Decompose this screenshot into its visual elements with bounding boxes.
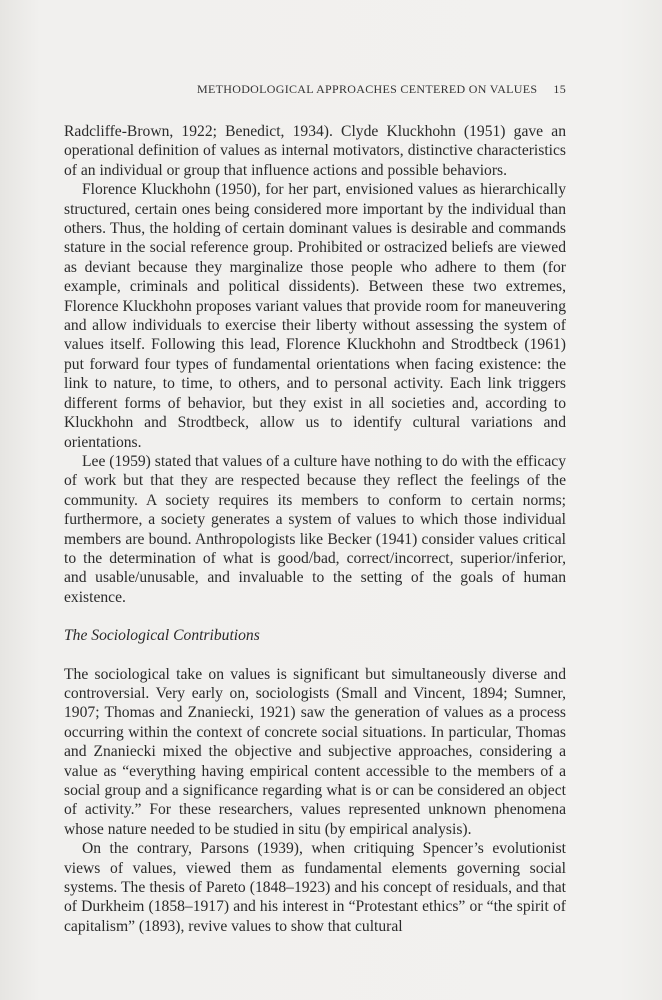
page-number: 15 (553, 82, 566, 96)
paragraph: The sociological take on values is significant but simultaneously diverse and controversial. Very early on, sociologists (Small and Vincent, 1894; Sumner, 1907; Thomas and Znaniecki, 1921) saw the generation of values as a process occurring within the context of concrete social situations. In particular, Thomas and Znaniecki mixed the objective and subjective approaches, considering a value as “everything having empirical content accessible to the members of a social group and a significance regarding what is or can be considered an object of activity.” For these researchers, values represented unknown phenomena whose nature needed to be studied in situ (by empirical analysis). (64, 665, 566, 838)
running-head (64, 82, 566, 97)
paragraph: On the contrary, Parsons (1939), when critiquing Spencer’s evolutionist views of values, viewed them as fundamental elements governing social systems. The thesis of Pareto (1848–1923) and his concept of residuals, and that of Durkheim (1858–1917) and his interest in “Protestant ethics” or “the spirit of capitalism” (1893), revive values to show that cultural (64, 840, 566, 935)
paragraph: Florence Kluckhohn (1950), for her part, envisioned values as hierarchically structured, certain ones being considered more important by the individual than others. Thus, the holding of certain dominant values is desirable and commands stature in the social reference group. Prohibited or ostracized beliefs are viewed as deviant because they marginalize those people who adhere to them (for example, criminals and political dissidents). Between these two extremes, Florence Kluckhohn proposes variant values that provide room for maneuvering and allow individuals to exercise their liberty without assessing the system of values itself. Following this lead, Florence Kluckhohn and Strodtbeck (1961) put forward four types of fundamental orientations when facing existence: the link to nature, to time, to others, and to personal activity. Each link triggers different forms of behavior, but they exist in all societies and, according to Kluckhohn and Strodtbeck, allow us to identify cultural variations and orientations. (64, 181, 566, 451)
paragraph: Lee (1959) stated that values of a culture have nothing to do with the efficacy of work but that they are respected because they reflect the feelings of the community. A society requires its members to conform to certain norms; furthermore, a society generates a system of values to which those individual members are bound. Anthropologists like Becker (1941) consider values critical to the determination of what is good/bad, correct/incorrect, superior/inferior, and usable/unusable, and invaluable to the setting of the goals of human existence. (64, 452, 566, 606)
running-title: METHODOLOGICAL APPROACHES CENTERED ON VALUES (197, 82, 538, 96)
paragraph: Radcliffe-Brown, 1922; Benedict, 1934). Clyde Kluckhohn (1951) gave an operational definition of values as internal motivators, distinctive characteristics of an individual or group that influence actions and possible behaviors. (64, 123, 566, 179)
body-text (64, 122, 566, 936)
section-heading: The Sociological Contributions (64, 627, 260, 645)
